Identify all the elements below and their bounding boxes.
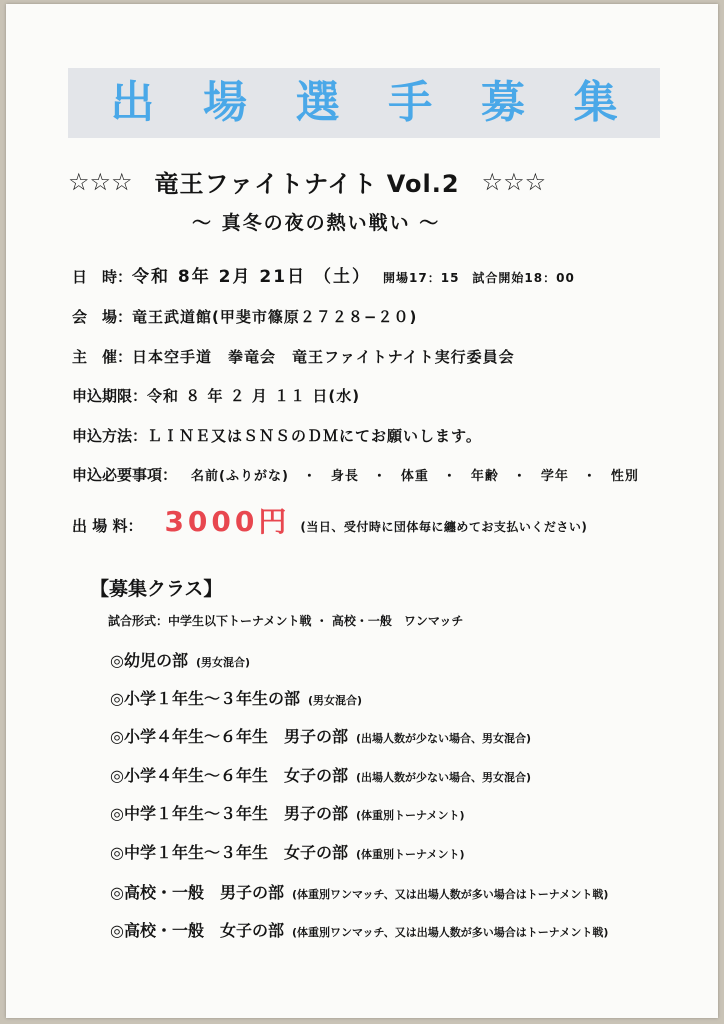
fee-amount: 3000円: [164, 505, 291, 538]
class-item: [110, 763, 531, 786]
method-value: ＬＩＮＥ又はＳＮＳのＤＭにてお願いします。: [147, 427, 482, 445]
match-format: 試合形式：中学生以下トーナメント戦 ・ 高校・一般 ワンマッチ: [108, 614, 464, 628]
class-name: ◎高校・一般 男子の部: [110, 883, 284, 902]
flyer-page: [6, 4, 718, 1018]
fee-label: 出 場 料：: [72, 517, 143, 535]
date-value: 令和 8年 2月 21日 （土）: [132, 267, 372, 287]
class-note: (体重別ワンマッチ、又は出場人数が多い場合はトーナメント戦): [291, 926, 609, 939]
class-name: ◎中学１年生〜３年生 男子の部: [110, 804, 348, 823]
method-label: 申込方法：: [72, 427, 148, 445]
deadline-label: 申込期限：: [72, 387, 148, 405]
class-heading: 【募集クラス】: [90, 578, 223, 600]
banner-char: 募: [480, 77, 525, 128]
banner-char: 手: [388, 77, 433, 128]
class-item: [110, 880, 608, 903]
fee-row: [72, 500, 587, 540]
host-value: 日本空手道 拳竜会 竜王ファイトナイト実行委員会: [132, 348, 515, 366]
class-note: (男女混合): [195, 656, 251, 669]
class-name: ◎小学４年生〜６年生 男子の部: [110, 727, 348, 746]
method-row: [72, 425, 482, 446]
class-item: [110, 918, 608, 941]
class-item: [110, 724, 531, 747]
event-subtitle: 〜 真冬の夜の熱い戦い 〜: [192, 212, 441, 234]
date-row: [72, 262, 575, 287]
banner-char: 場: [202, 77, 247, 128]
required-row: [72, 464, 639, 485]
venue-value: 竜王武道館(甲斐市篠原２７２８−２０): [132, 308, 418, 326]
event-title: [68, 164, 668, 199]
banner-char: 選: [295, 77, 340, 128]
host-row: [72, 346, 515, 367]
date-label: 日 時：: [72, 268, 133, 286]
class-note: (体重別トーナメント): [355, 848, 465, 861]
required-label: 申込必要事項：: [72, 466, 178, 484]
class-note: (男女混合): [307, 694, 363, 707]
class-name: ◎高校・一般 女子の部: [110, 921, 284, 940]
class-name: ◎幼児の部: [110, 651, 188, 670]
class-note: (出場人数が少ない場合、男女混合): [355, 732, 532, 745]
class-item: [110, 840, 465, 863]
class-item: [110, 801, 465, 824]
date-times: 開場17：15 試合開始18：00: [383, 271, 575, 285]
venue-label: 会 場：: [72, 308, 133, 326]
class-note: (出場人数が少ない場合、男女混合): [355, 771, 532, 784]
deadline-row: [72, 385, 360, 406]
recruitment-banner: [68, 68, 660, 138]
event-title-text: 竜王ファイトナイト Vol.2: [154, 170, 460, 198]
class-note: (体重別トーナメント): [355, 809, 465, 822]
host-label: 主 催：: [72, 348, 133, 366]
required-value: 名前(ふりがな) ・ 身長 ・ 体重 ・ 年齢 ・ 学年 ・ 性別: [191, 469, 639, 484]
banner-char: 集: [573, 77, 618, 128]
class-name: ◎小学４年生〜６年生 女子の部: [110, 766, 348, 785]
fee-note: (当日、受付時に団体毎に纏めてお支払いください): [300, 520, 588, 534]
stars-left: ☆☆☆: [68, 167, 133, 196]
class-note: (体重別ワンマッチ、又は出場人数が多い場合はトーナメント戦): [291, 888, 609, 901]
banner-char: 出: [110, 77, 155, 128]
class-name: ◎小学１年生〜３年生の部: [110, 689, 300, 708]
deadline-value: 令和 ８ 年 ２ 月 １１ 日(水): [147, 387, 361, 405]
class-item: [110, 686, 362, 709]
class-item: [110, 648, 250, 671]
stars-right: ☆☆☆: [481, 167, 547, 196]
class-name: ◎中学１年生〜３年生 女子の部: [110, 843, 348, 862]
venue-row: [72, 306, 417, 327]
